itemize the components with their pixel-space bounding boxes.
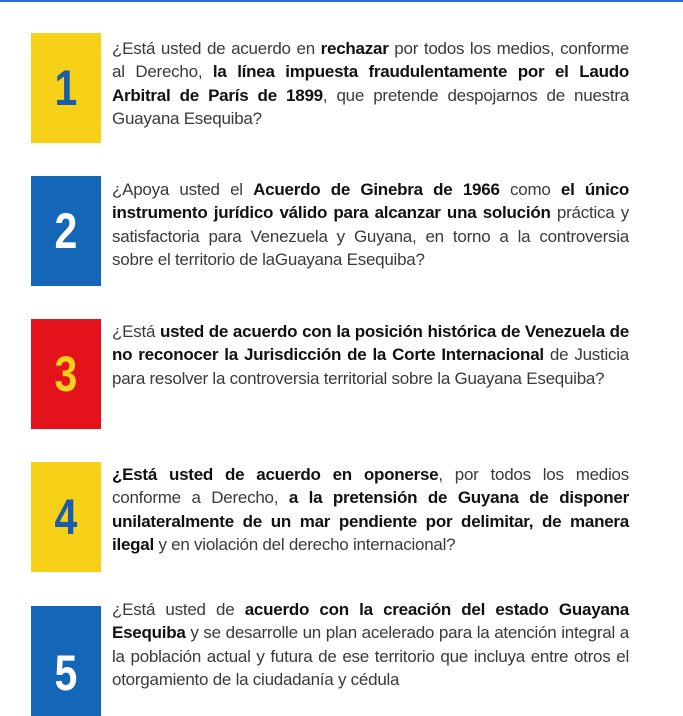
question-text-run: ¿Apoya usted el: [112, 180, 254, 199]
question-text-run: , que pretende despojarnos de nuestra Guayana Esequiba?: [112, 85, 629, 128]
question-number: 1: [54, 60, 78, 116]
question-text-run: , por todos los medios conforme a Derecho,: [112, 465, 629, 508]
top-divider: [0, 0, 683, 2]
question-text-bold-run: la línea impuesta fraudulentamente por el Laudo Arbitral de París de 1899: [112, 62, 629, 105]
question-text-bold-run: el único instrumento jurídico válido para alcanzar una solución: [112, 180, 629, 223]
question-number-badge: [31, 462, 101, 572]
question-number-badge: [31, 33, 101, 143]
question-text-run: por todos los medios, conforme al Derecho,: [112, 39, 629, 82]
question-text-run: y se desarrolle un plan acelerado para la atención integral a la población actual y futura de ese territorio que incluya entre otros el otorgamiento de la ciudadanía y cédula: [112, 623, 629, 689]
question-text-bold-run: ¿Está usted de acuerdo en oponerse: [112, 465, 439, 484]
question-number-badge: [31, 319, 101, 429]
question-text-run: ¿Está usted de acuerdo en: [112, 39, 321, 58]
question-text: [112, 463, 629, 556]
question-text-run: ¿Está: [112, 322, 160, 341]
question-number-badge: [31, 176, 101, 286]
question-number: 3: [54, 346, 78, 402]
question-text-run: ¿Está usted de: [112, 600, 245, 619]
question-text-run: y en violación del derecho internacional?: [153, 534, 456, 554]
question-text-bold-run: rechazar: [320, 39, 389, 58]
question-text-run: de Justicia para resolver la controversia territorial sobre la Guayana Esequiba?: [112, 345, 630, 388]
question-text: [112, 178, 629, 271]
question-text-run: como: [499, 180, 561, 199]
question-text: [112, 598, 629, 691]
question-number: 5: [54, 645, 78, 701]
question-text: [112, 320, 629, 390]
question-text: [112, 37, 629, 130]
question-number: 4: [54, 489, 78, 545]
question-text-bold-run: acuerdo con la creación del estado Guayana Esequiba: [112, 600, 629, 643]
question-text-bold-run: Acuerdo de Ginebra de 1966: [253, 180, 500, 199]
question-number: 2: [54, 203, 78, 259]
question-text-bold-run: a la pretensión de Guyana de disponer unilateralmente de un mar pendiente por delimitar, de manera ilegal: [112, 488, 629, 554]
question-text-bold-run: usted de acuerdo con la posición histórica de Venezuela de no reconocer la Jurisdicción de la Corte Internacional: [112, 322, 630, 365]
question-text-run: práctica y satisfactoria para Venezuela y Guyana, en torno a la controversia sobre el territorio de laGuayana Esequiba?: [112, 203, 629, 269]
